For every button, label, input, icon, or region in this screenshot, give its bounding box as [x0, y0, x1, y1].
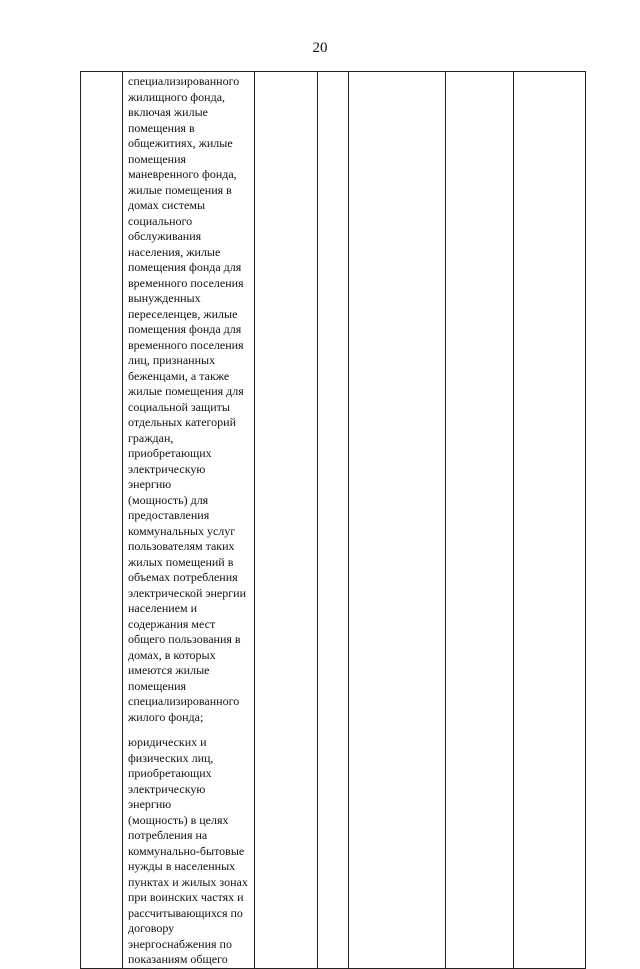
tariff-table — [80, 71, 586, 969]
table-cell-value-2 — [318, 72, 349, 969]
table-cell-value-3 — [349, 72, 446, 969]
table-cell-value-4 — [446, 72, 514, 969]
table-cell-number — [81, 72, 123, 969]
description-paragraph-2: юридических и физических лиц, приобретающих электрическую энергию (мощность) в целях потребления на коммунально-бытовые нужды в населенных пунктах и жилых зонах при воинских частях и рассчитывающихся по договору энергоснабжения по показаниям общего — [128, 735, 248, 966]
table-row — [81, 72, 586, 969]
table-cell-description — [123, 72, 255, 969]
description-paragraph-1: специализированного жилищного фонда, включая жилые помещения в общежитиях, жилые помещения маневренного фонда, жилые помещения в домах системы социального обслуживания населения, жилые помещения фонда для временного поселения вынужденных переселенцев, жилые помещения фонда для временного поселения лиц, признанных беженцами, а также жилые помещения для социальной защиты отдельных категорий граждан, приобретающих электрическую энергию (мощность) для предоставления коммунальных услуг пользователям таких жилых помещений в объемах потребления электрической энергии населением и содержания мест общего пользования в домах, в которых имеются жилые помещения специализированного жилого фонда; — [128, 74, 247, 724]
table-cell-value-5 — [514, 72, 586, 969]
table-cell-value-1 — [255, 72, 318, 969]
page-number: 20 — [312, 40, 328, 56]
